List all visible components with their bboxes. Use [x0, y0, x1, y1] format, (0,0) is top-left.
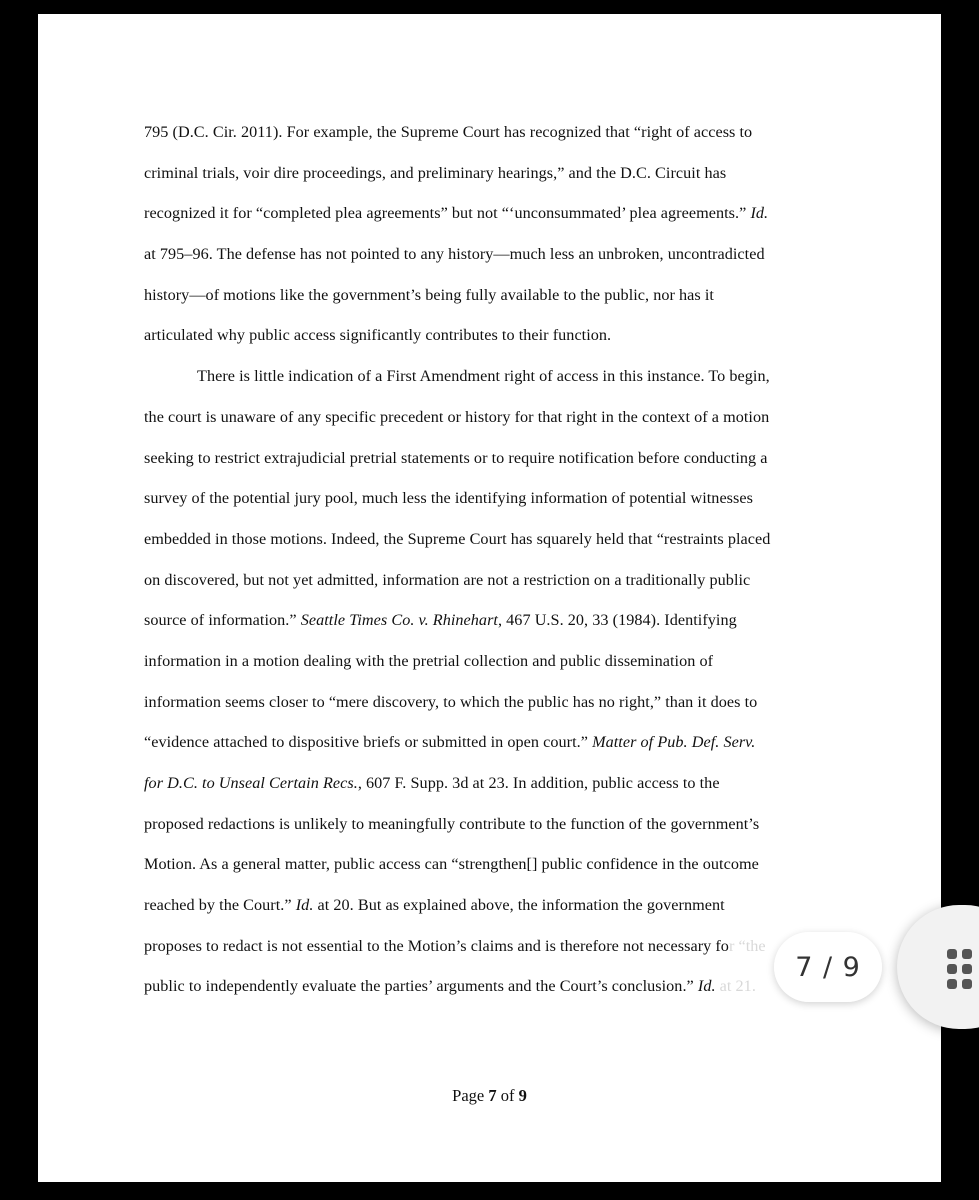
text-line: 795 (D.C. Cir. 2011). For example, the Supreme Court has recognized that “right of access to	[144, 123, 753, 141]
document-body	[144, 112, 834, 1007]
text-line: criminal trials, voir dire proceedings, and preliminary hearings,” and the D.C. Circuit has	[144, 163, 727, 182]
text-line: for D.C. to Unseal Certain Recs., 607 F. Supp. 3d at 23. In addition, public access to the	[144, 774, 720, 792]
text-line: proposed redactions is unlikely to meaningfully contribute to the function of the government’s	[144, 814, 760, 833]
text-line: source of information.” Seattle Times Co. v. Rhinehart, 467 U.S. 20, 33 (1984). Identifying	[144, 611, 737, 630]
text-line: survey of the potential jury pool, much less the identifying information of potential witnesses	[144, 489, 753, 508]
text-line: reached by the Court.” Id. at 20. But as explained above, the information the government	[144, 896, 725, 915]
paragraph-start-line: There is little indication of a First Amendment right of access in this instance. To begin,	[197, 367, 770, 386]
text-line: Motion. As a general matter, public access can “strengthen[] public confidence in the outcome	[144, 855, 759, 874]
text-line: articulated why public access significantly contributes to their function.	[144, 326, 612, 345]
text-line: public to independently evaluate the parties’ arguments and the Court’s conclusion.” Id. at 21.	[144, 977, 756, 996]
page-indicator[interactable]: 7 / 9	[774, 932, 882, 1002]
page-footer: Page 7 of 9	[452, 1086, 527, 1105]
text-line: proposes to redact is not essential to the Motion’s claims and is therefore not necessary for “the	[144, 936, 766, 955]
grid-dots-icon	[947, 949, 972, 989]
text-line: information in a motion dealing with the pretrial collection and public dissemination of	[144, 651, 714, 670]
case-citation: for D.C. to Unseal Certain Recs.	[144, 774, 358, 792]
document-page	[38, 14, 941, 1182]
text-line: “evidence attached to dispositive briefs or submitted in open court.” Matter of Pub. Def. Serv.	[144, 733, 756, 752]
text-line: the court is unaware of any specific precedent or history for that right in the context of a motion	[144, 407, 770, 426]
text-line: history—of motions like the government’s being fully available to the public, nor has it	[144, 285, 714, 304]
text-line: information seems closer to “mere discovery, to which the public has no right,” than it does to	[144, 692, 758, 711]
text-line: on discovered, but not yet admitted, information are not a restriction on a traditionally public	[144, 570, 751, 589]
case-citation: Matter of Pub. Def. Serv.	[592, 733, 756, 752]
case-citation: Seattle Times Co. v. Rhinehart	[300, 611, 498, 630]
text-line: at 795–96. The defense has not pointed to any history—much less an unbroken, uncontradicted	[144, 245, 765, 264]
text-line: seeking to restrict extrajudicial pretrial statements or to require notification before conducting a	[144, 448, 768, 467]
text-line: embedded in those motions. Indeed, the Supreme Court has squarely held that “restraints placed	[144, 529, 771, 548]
text-line: recognized it for “completed plea agreements” but not “‘unconsummated’ plea agreements.” Id.	[144, 204, 769, 223]
